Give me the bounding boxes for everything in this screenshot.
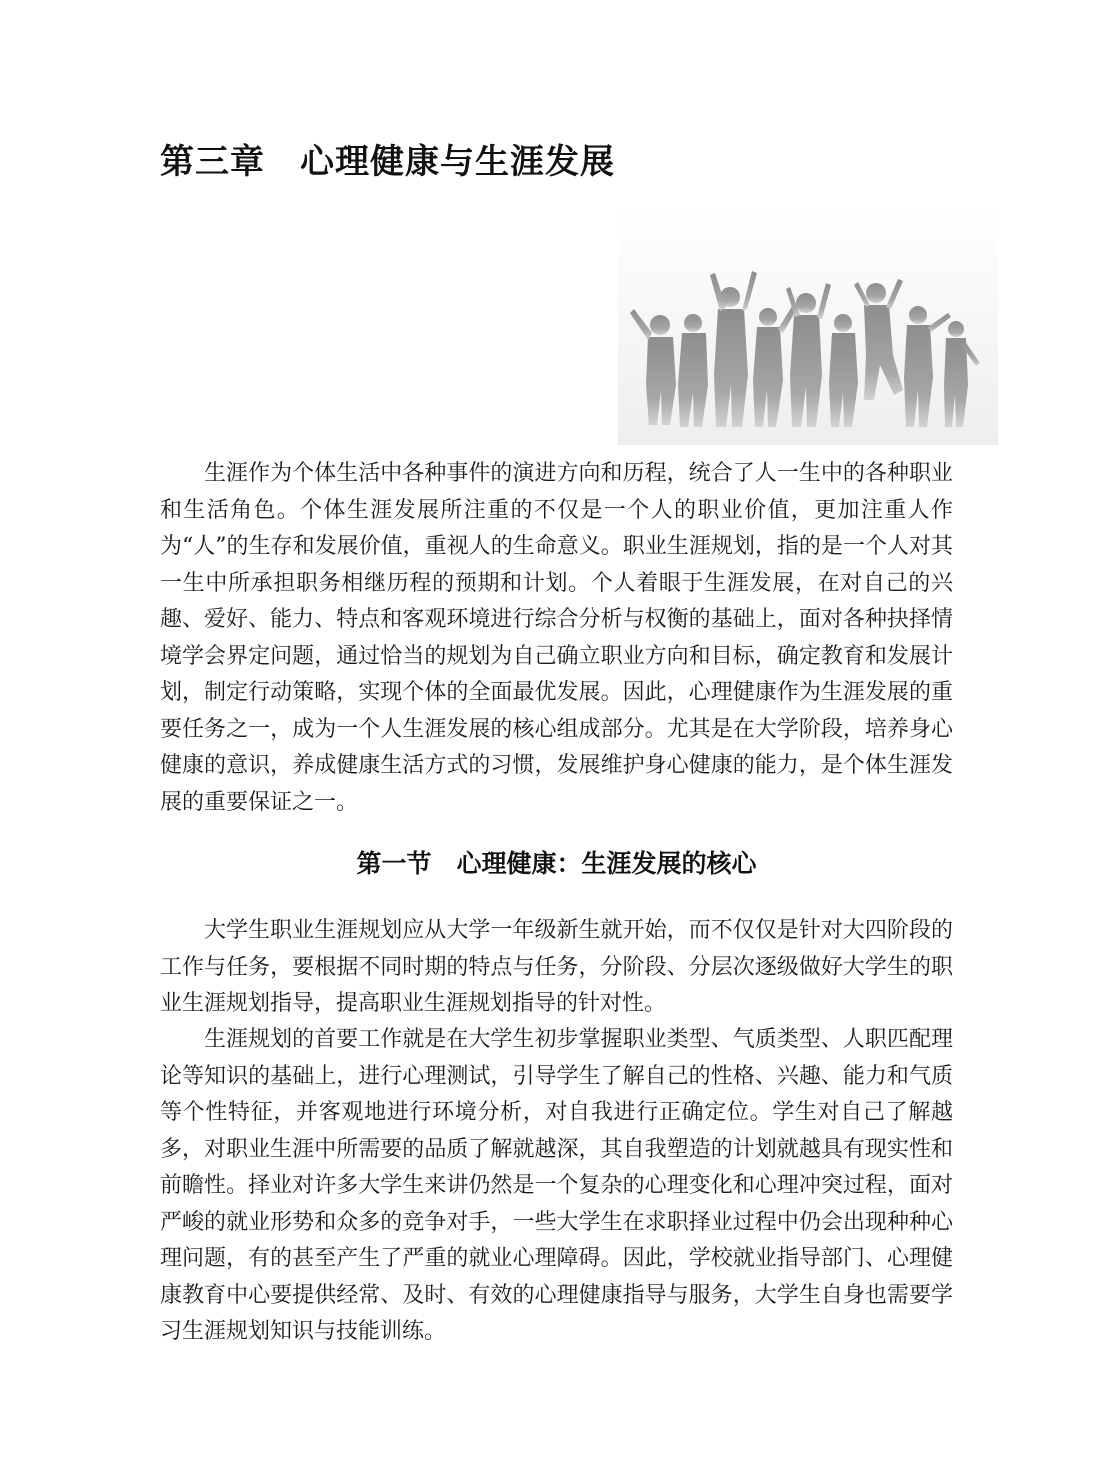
intro-paragraph: 生涯作为个体生活中各种事件的演进方向和历程，统合了人一生中的各种职业和生活角色。个体生涯发展所注重的不仅是一个人的职业价值，更加注重人作为“人”的生存和发展价值，重视人的生命意义。职业生涯规划，指的是一个人对其一生中所承担职务相继历程的预期和计划。个人着眼于生涯发展，在对自己的兴趣、爱好、能力、特点和客观环境进行综合分析与权衡的基础上，面对各种抉择情境学会界定问题，通过恰当的规划为自己确立职业方向和目标，确定教育和发展计划，制定行动策略，实现个体的全面最优发展。因此，心理健康作为生涯发展的重要任务之一，成为一个人生涯发展的核心组成部分。尤其是在大学阶段，培养身心健康的意识，养成健康生活方式的习惯，发展维护身心健康的能力，是个体生涯发展的重要保证之一。 (160, 461, 953, 815)
section-title: 第一节 心理健康：生涯发展的核心 (356, 849, 757, 878)
people-silhouettes-illustration (618, 205, 998, 445)
chapter-title: 第三章 心理健康与生涯发展 (160, 142, 615, 182)
section-paragraph-2: 生涯规划的首要工作就是在大学生初步掌握职业类型、气质类型、人职匹配理论等知识的基础上，进行心理测试，引导学生了解自己的性格、兴趣、能力和气质等个性特征，并客观地进行环境分析，对自我进行正确定位。学生对自己了解越多，对职业生涯中所需要的品质了解就越深，其自我塑造的计划就越具有现实性和前瞻性。择业对许多大学生来讲仍然是一个复杂的心理变化和心理冲突过程，面对严峻的就业形势和众多的竞争对手，一些大学生在求职择业过程中仍会出现种种心理问题，有的甚至产生了严重的就业心理障碍。因此，学校就业指导部门、心理健康教育中心要提供经常、及时、有效的心理健康指导与服务，大学生自身也需要学习生涯规划知识与技能训练。 (160, 1027, 953, 1344)
section-paragraph-1: 大学生职业生涯规划应从大学一年级新生就开始，而不仅仅是针对大四阶段的工作与任务，要根据不同时期的特点与任务，分阶段、分层次逐级做好大学生的职业生涯规划指导，提高职业生涯规划指导的针对性。 (160, 918, 953, 1016)
